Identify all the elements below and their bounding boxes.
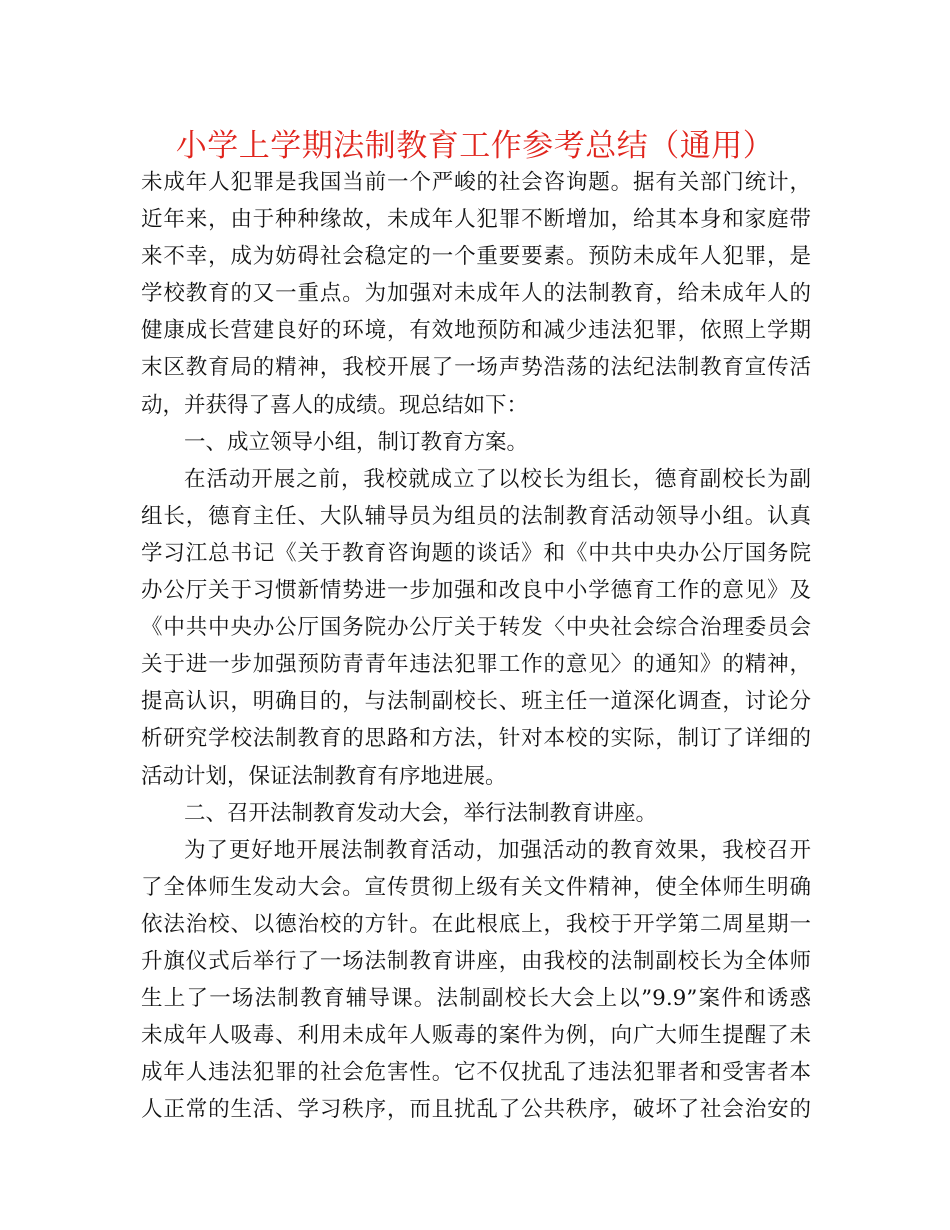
text-line: 提高认识，明确目的，与法制副校长、班主任一道深化调查，讨论分 (141, 689, 811, 715)
text-line: 了全体师生发动大会。宣传贯彻上级有关文件精神，使全体师生明确 (141, 874, 811, 900)
text-line: 办公厅关于习惯新情势进一步加强和改良中小学德育工作的意见》及 (141, 578, 811, 604)
text-line: 组长，德育主任、大队辅导员为组员的法制教育活动领导小组。认真 (141, 503, 811, 529)
text-line: 析研究学校法制教育的思路和方法，针对本校的实际，制订了详细的 (141, 726, 811, 752)
text-line: 人正常的生活、学习秩序，而且扰乱了公共秩序，破坏了社会治安的 (141, 1097, 811, 1123)
text-line: 来不幸，成为妨碍社会稳定的一个重要要素。预防未成年人犯罪，是 (141, 244, 811, 270)
text-line: 近年来，由于种种缘故，未成年人犯罪不断增加，给其本身和家庭带 (141, 207, 811, 233)
text-line: 健康成长营建良好的环境，有效地预防和减少违法犯罪，依照上学期 (141, 318, 811, 344)
text-line: 升旗仪式后举行了一场法制教育讲座，由我校的法制副校长为全体师 (141, 948, 811, 974)
text-line: 动，并获得了喜人的成绩。现总结如下： (141, 392, 529, 418)
text-line: 生上了一场法制教育辅导课。法制副校长大会上以”9.9”案件和诱惑 (141, 986, 811, 1012)
text-line: 末区教育局的精神，我校开展了一场声势浩荡的法纪法制教育宣传活 (141, 355, 811, 381)
section-heading: 二、召开法制教育发动大会，举行法制教育讲座。 (184, 800, 658, 826)
text-line: 在活动开展之前，我校就成立了以校长为组长，德育副校长为副 (184, 466, 811, 492)
text-line: 关于进一步加强预防青青年违法犯罪工作的意见〉的通知》的精神， (141, 652, 811, 678)
document-title: 小学上学期法制教育工作参考总结（通用） (175, 128, 775, 164)
section-heading: 一、成立领导小组，制订教育方案。 (184, 429, 529, 455)
text-line: 依法治校、以德治校的方针。在此根底上，我校于开学第二周星期一 (141, 911, 811, 937)
text-line: 未成年人吸毒、利用未成年人贩毒的案件为例，向广大师生提醒了未 (141, 1023, 811, 1049)
text-line: 学习江总书记《关于教育咨询题的谈话》和《中共中央办公厅国务院 (141, 540, 811, 566)
text-line: 学校教育的又一重点。为加强对未成年人的法制教育，给未成年人的 (141, 281, 811, 307)
document-body (141, 164, 811, 1128)
text-line: 为了更好地开展法制教育活动，加强活动的教育效果，我校召开 (184, 837, 811, 863)
text-line: 成年人违法犯罪的社会危害性。它不仅扰乱了违法犯罪者和受害者本 (141, 1060, 811, 1086)
text-line: 活动计划，保证法制教育有序地进展。 (141, 763, 507, 789)
text-line: 《中共中央办公厅国务院办公厅关于转发〈中央社会综合治理委员会 (141, 615, 811, 641)
text-line: 未成年人犯罪是我国当前一个严峻的社会咨询题。据有关部门统计， (141, 170, 811, 195)
